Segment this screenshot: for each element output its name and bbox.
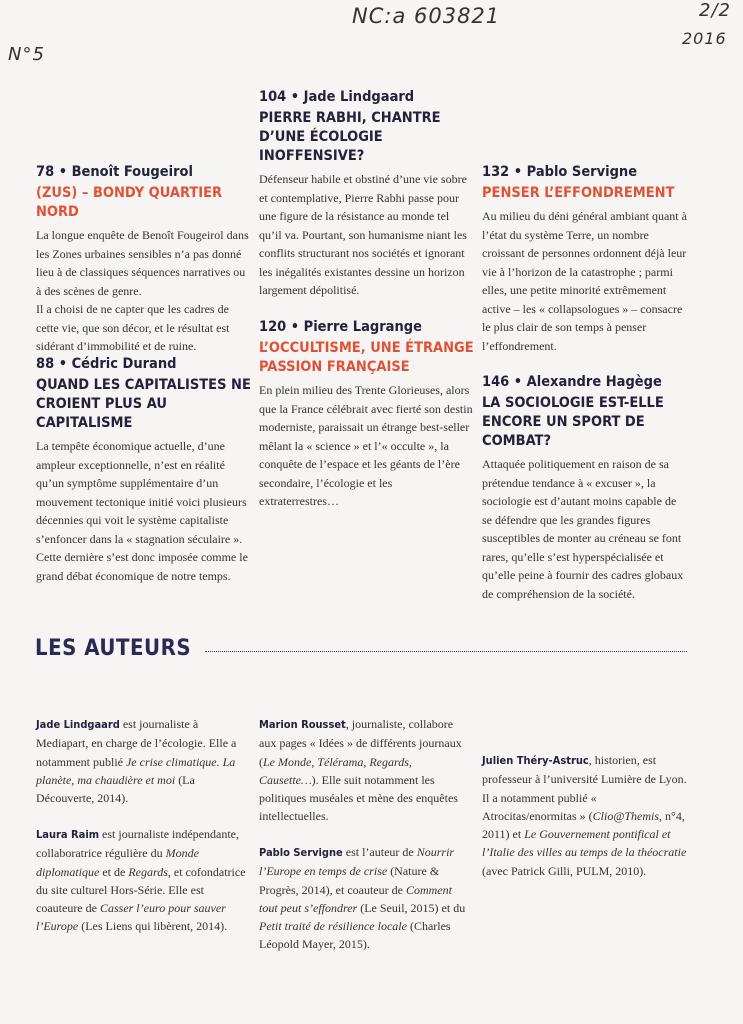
book-title: Comment tout peut s’effondrer <box>259 882 452 915</box>
article-body <box>36 226 251 356</box>
article-title: L’OCCULTISME, UNE ÉTRANGE PASSION FRANÇAISE <box>259 340 474 375</box>
book-title: Petit traité de résilience locale <box>259 919 407 934</box>
article-body <box>259 170 474 300</box>
article-paragraph: En plein milieu des Trente Glorieuses, alors que la France célébrait avec fierté son destin moderniste, paraissait un étrange best-seller mêlant la « science » et l’« occulte », la conquête de l’espace et les géants de l’ère secondaire, l’écologie et les extraterrestres… <box>259 383 473 508</box>
bio-text: (avec Patrick Gilli, PULM, 2010). <box>482 863 647 878</box>
bio-text: (Charles Léopold Mayer, 2015). <box>259 919 451 952</box>
bio-text: est l’auteur de <box>342 845 417 859</box>
article-paragraph: Il a choisi de ne capter que les cadres de cette vie, que son décor, et le résultat est sidérant d’immobilité et de ruine. <box>36 302 230 353</box>
bio-thery-astruc <box>482 751 687 880</box>
article-heading: 88 • Cédric Durand <box>36 356 177 372</box>
article-paragraph: Au milieu du déni général ambiant quant à l’état du système Terre, un nombre croissant de personnes ordonnent déjà leur vie à l’horizon de la catastrophe ; parmi elles, une petite minorité extrêmement active – les « collapsologues » – consacre le plus clair de son temps à penser l’effondrement. <box>482 209 687 353</box>
book-title: Clio@Themis <box>592 808 660 823</box>
book-title: Le Gouvernement pontifical et l’Italie des villes au temps de la théocratie <box>482 827 687 860</box>
bio-servigne <box>259 843 469 954</box>
article-paragraph: Attaquée politiquement en raison de sa prétendue tendance à « excuser », la sociologie est d’autant moins capable de se défendre que les grandes figures susceptibles de monter au créneau se font rares, qu’elle s’est hyperspécialisée et qu’elle peine à fournir des cadres globaux de compréhension de la société. <box>482 457 684 601</box>
article-title: (ZUS) – BONDY QUARTIER NORD <box>36 185 223 220</box>
dotted-divider <box>205 651 687 652</box>
bio-text: est journaliste à Mediapart, en charge de l’écologie. Elle a notamment publié <box>36 717 237 769</box>
article-fougeirol <box>36 163 251 356</box>
author-name: Julien Théry-Astruc <box>482 754 589 767</box>
bio-text: , n°4, 2011) et <box>482 808 685 842</box>
article-hagege <box>482 373 687 603</box>
bio-text: , journaliste, collabore aux pages « Idées » de différents journaux ( <box>259 717 462 769</box>
book-title: Regards <box>128 864 168 879</box>
author-name: Jade Lindgaard <box>36 718 120 731</box>
article-body <box>482 455 687 603</box>
article-servigne <box>482 163 687 355</box>
bio-text: (Les Liens qui libèrent, 2014). <box>78 919 228 934</box>
bio-text: (Le Seuil, 2015) et du <box>357 900 466 915</box>
article-heading: 146 • Alexandre Hagège <box>482 374 662 390</box>
article-title: LA SOCIOLOGIE EST-ELLE ENCORE UN SPORT DE COMBAT? <box>482 395 664 449</box>
handwritten-year: 2016 <box>682 29 727 48</box>
author-name: Marion Rousset <box>259 718 346 731</box>
bio-rousset <box>259 715 469 826</box>
bio-text: et de <box>99 864 129 879</box>
book-title: Je crise climatique. La planète, ma chaudière et moi <box>36 754 236 787</box>
book-title: Le Monde, Télérama, Regards, Causette… <box>259 754 412 787</box>
article-title: PENSER L’EFFONDREMENT <box>482 185 675 201</box>
auteurs-title: LES AUTEURS <box>35 636 192 661</box>
book-title: Nourrir l’Europe en temps de crise <box>259 845 455 879</box>
bio-text: ). Elle suit notamment les politiques muséales et mène des enquêtes intellectuelles. <box>259 772 458 824</box>
article-body <box>259 381 474 511</box>
bio-raim <box>36 825 246 936</box>
bio-text: est journaliste indépendante, collaboratrice régulière du <box>36 827 239 861</box>
bio-text: (Nature & Progrès, 2014), et coauteur de <box>259 864 440 897</box>
handwritten-page: 2/2 <box>699 0 731 21</box>
article-heading: 120 • Pierre Lagrange <box>259 319 422 335</box>
article-heading: 104 • Jade Lindgaard <box>259 89 415 105</box>
author-name: Laura Raim <box>36 828 100 841</box>
book-title: Casser l’euro pour sauver l’Europe <box>36 901 226 934</box>
article-lindgaard <box>259 88 474 300</box>
bio-lindgaard <box>36 715 246 807</box>
author-name: Pablo Servigne <box>259 846 343 859</box>
article-paragraph: La tempête économique actuelle, d’une ampleur exceptionnelle, n’est en réalité qu’un symptôme supplémentaire d’un mouvement tectonique initié voici plusieurs décennies qui voit le système capitaliste s’enfoncer dans la « stagnation séculaire ». Cette dernière s’est donc imposée comme le grand débat économique de notre temps. <box>36 439 248 583</box>
article-lagrange <box>259 318 474 511</box>
article-body <box>36 437 251 585</box>
article-paragraph: La longue enquête de Benoît Fougeirol dans les Zones urbaines sensibles n’a pas donné lieu à de classiques séquences narratives ou à des scènes de genre. <box>36 228 249 298</box>
handwritten-number: N°5 <box>8 44 45 65</box>
bio-text: , historien, est professeur à l’université Lumière de Lyon. Il a notamment publié « Atrocitas/enormitas » ( <box>482 753 687 823</box>
article-title: PIERRE RABHI, CHANTRE D’UNE ÉCOLOGIE INOFFENSIVE? <box>259 110 441 164</box>
article-title: QUAND LES CAPITALISTES NE CROIENT PLUS AU CAPITALISME <box>36 377 251 431</box>
article-paragraph: Défenseur habile et obstiné d’une vie sobre et contemplative, Pierre Rabhi passe pour une figure de la résistance au monde tel qu’il va. Pourtant, son humanisme niant les conflits structurant nos sociétés et ignorant les inégalités existantes dessine un horizon largement dépolitisé. <box>259 172 467 297</box>
article-durand <box>36 355 251 585</box>
article-heading: 132 • Pablo Servigne <box>482 164 638 180</box>
book-title: Monde diplomatique <box>36 846 199 879</box>
bio-text: , et cofondatrice du site culturel Hors-Série. Elle est coauteure de <box>36 864 246 916</box>
bio-text: (La Découverte, 2014). <box>36 772 195 806</box>
handwritten-reference: NC:a 603821 <box>352 4 501 28</box>
article-body <box>482 207 687 355</box>
article-heading: 78 • Benoît Fougeirol <box>36 164 193 180</box>
